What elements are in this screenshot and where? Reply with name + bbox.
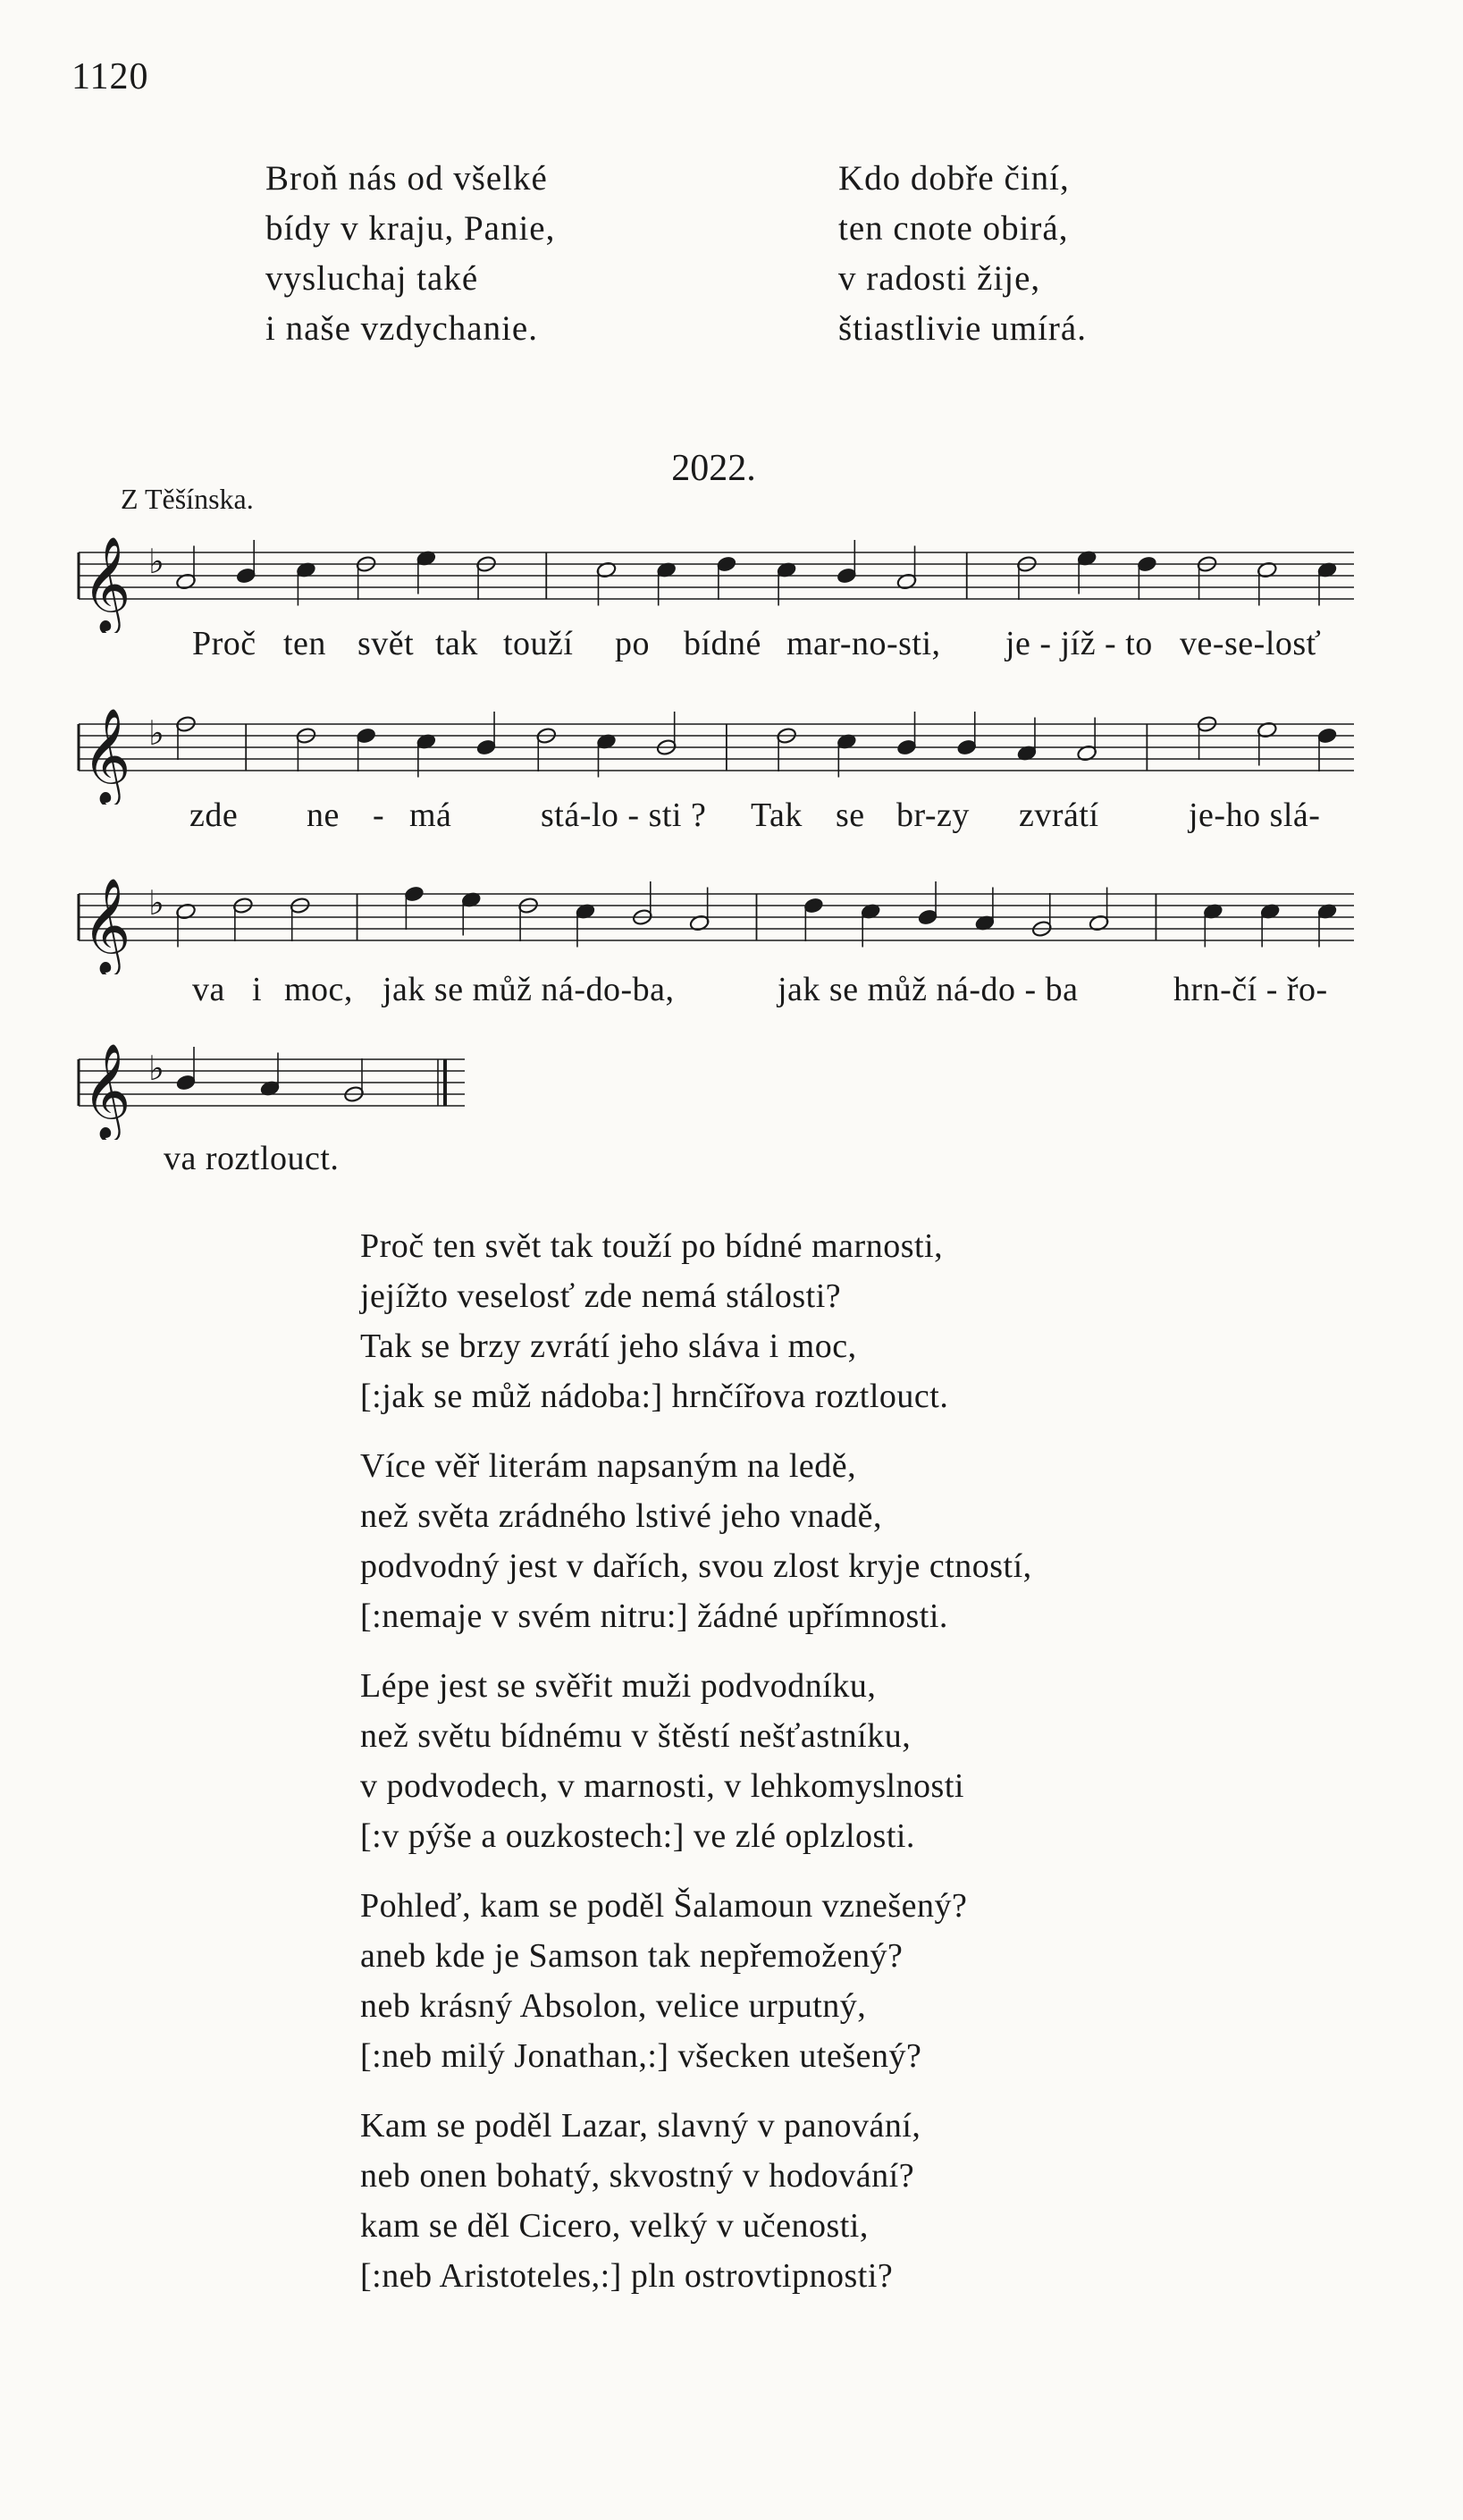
lyric-syllable: je-ho slá-: [1189, 796, 1321, 834]
previous-stanza-right: [838, 154, 1087, 354]
half-note: [343, 1058, 365, 1103]
music-lyrics-line-2: [0, 796, 1463, 839]
half-note: [1031, 893, 1053, 938]
lyric-syllable: va roztlouct.: [164, 1140, 340, 1177]
lyric-syllable: i: [252, 971, 263, 1008]
verse-line: Tak se brzy zvrátí jeho sláva i moc,: [360, 1327, 857, 1365]
quarter-note: [716, 555, 737, 600]
lyric-syllable: bídné: [684, 625, 761, 662]
page-number: 1120: [71, 56, 149, 97]
verse-2: [360, 1441, 1032, 1641]
verse-line: [:jak se můž nádoba:] hrnčířova roztlouct.: [360, 1378, 949, 1415]
verse-line: než světa zrádného lstivé jeho vnadě,: [360, 1497, 883, 1535]
half-note: [475, 555, 497, 600]
music-lyrics-line-1: [0, 624, 1463, 667]
stanza-line: vysluchaj také: [265, 259, 479, 298]
half-note: [535, 727, 557, 771]
music-staff-2: [0, 697, 1463, 805]
quarter-note: [803, 897, 825, 941]
quarter-note: [235, 540, 256, 585]
music-lyrics-line-4: [0, 1139, 1463, 1182]
lyric-syllable: tak: [435, 625, 478, 662]
song-origin: Z Těšínska.: [121, 483, 254, 515]
verse-5: [360, 2101, 1032, 2301]
half-note: [232, 897, 254, 941]
verse-line: [:neb Aristoteles,:] pln ostrovtipnosti?: [360, 2257, 894, 2295]
half-note: [1016, 555, 1038, 600]
half-note: [290, 897, 311, 941]
half-note: [296, 727, 317, 771]
stanza-line: bídy v kraju, Panie,: [265, 209, 556, 248]
verse-line: Více věř literám napsaným na ledě,: [360, 1447, 857, 1485]
lyric-syllable: va: [192, 971, 225, 1008]
stanza-line: i naše vzdychanie.: [265, 309, 538, 348]
lyric-syllable: zde: [189, 796, 239, 834]
lyric-syllable: hrn-čí - řo-: [1173, 971, 1328, 1008]
lyric-syllable: -: [373, 796, 385, 834]
verse-line: jejížto veselosť zde nemá stálosti?: [360, 1277, 842, 1315]
verse-line: než světu bídnému v štěstí nešťastníku,: [360, 1717, 912, 1755]
lyric-syllable: stá-lo - sti ?: [541, 796, 707, 834]
quarter-note: [356, 727, 377, 771]
half-note: [1197, 555, 1218, 600]
stanza-line: štiastlivie umírá.: [838, 309, 1087, 348]
treble-clef-icon: 𝄞: [82, 877, 131, 973]
lyric-syllable: touží: [503, 625, 574, 662]
lyric-syllable: zvrátí: [1019, 796, 1099, 834]
song-number: 2022.: [671, 448, 756, 489]
stanza-line: Kdo dobře činí,: [838, 159, 1070, 198]
lyric-syllable: jak se můž ná-do - ba: [778, 971, 1079, 1008]
treble-clef-icon: 𝄞: [82, 1042, 131, 1138]
key-flat-icon: ♭: [148, 542, 164, 581]
lyric-syllable: Tak: [751, 796, 803, 834]
stanza-line: ten cnote obirá,: [838, 209, 1069, 248]
song-verses: [360, 1221, 1032, 2321]
lyric-syllable: moc,: [284, 971, 353, 1008]
quarter-note: [404, 885, 425, 930]
quarter-note: [837, 540, 858, 585]
verse-line: Pohleď, kam se poděl Šalamoun vznešený?: [360, 1887, 968, 1925]
verse-line: [:nemaje v svém nitru:] žádné upřímnosti.: [360, 1597, 948, 1635]
quarter-note: [917, 881, 938, 926]
verse-line: Proč ten svět tak touží po bídné marnosti,: [360, 1227, 944, 1265]
lyric-syllable: Proč: [192, 625, 256, 662]
verse-line: Lépe jest se svěřit muži podvodníku,: [360, 1667, 877, 1705]
key-flat-icon: ♭: [148, 883, 164, 923]
lyric-syllable: svět: [357, 625, 415, 662]
lyric-syllable: má: [409, 796, 452, 834]
verse-1: [360, 1221, 1032, 1421]
music-staff-4: [0, 1032, 1463, 1140]
quarter-note: [956, 712, 978, 756]
lyric-syllable: po: [615, 625, 650, 662]
key-flat-icon: ♭: [148, 713, 164, 753]
verse-line: podvodný jest v dařích, svou zlost kryje ctností,: [360, 1547, 1032, 1585]
quarter-note: [1316, 727, 1338, 771]
verse-line: kam se děl Cicero, velký v učenosti,: [360, 2207, 869, 2245]
music-staff-1: [0, 526, 1463, 633]
music-lyrics-line-3: [0, 970, 1463, 1013]
quarter-note: [896, 712, 918, 756]
lyric-syllable: ten: [283, 625, 326, 662]
verse-3: [360, 1661, 1032, 1861]
half-note: [632, 881, 653, 926]
half-note: [1197, 715, 1218, 760]
treble-clef-icon: 𝄞: [82, 535, 131, 631]
music-staff-3: [0, 867, 1463, 974]
half-note: [517, 897, 539, 941]
verse-4: [360, 1881, 1032, 2081]
lyric-syllable: ve-se-losť: [1180, 625, 1322, 662]
lyric-syllable: je - jíž - to: [1005, 625, 1153, 662]
lyric-syllable: br-zy: [896, 796, 970, 834]
stanza-line: Broň nás od všelké: [265, 159, 548, 198]
half-note: [776, 727, 797, 771]
previous-stanza-left: [265, 154, 555, 354]
verse-line: aneb kde je Samson tak nepřemožený?: [360, 1937, 904, 1975]
stanza-line: v radosti žije,: [838, 259, 1041, 298]
half-note: [656, 712, 677, 756]
lyric-syllable: jak se můž ná-do-ba,: [383, 971, 675, 1008]
half-note: [356, 555, 377, 600]
verse-line: v podvodech, v marnosti, v lehkomyslnosti: [360, 1767, 964, 1805]
treble-clef-icon: 𝄞: [82, 707, 131, 803]
lyric-syllable: ne: [307, 796, 340, 834]
quarter-note: [475, 712, 497, 756]
quarter-note: [1137, 555, 1158, 600]
lyric-syllable: mar-no-sti,: [786, 625, 941, 662]
verse-line: Kam se poděl Lazar, slavný v panování,: [360, 2107, 921, 2145]
verse-line: [:v pýše a ouzkostech:] ve zlé oplzlosti.: [360, 1817, 915, 1855]
half-note: [175, 715, 197, 760]
key-flat-icon: ♭: [148, 1049, 164, 1088]
verse-line: neb krásný Absolon, velice urputný,: [360, 1987, 867, 2025]
verse-line: [:neb milý Jonathan,:] všecken utešený?: [360, 2037, 922, 2075]
verse-line: neb onen bohatý, skvostný v hodování?: [360, 2157, 915, 2195]
quarter-note: [175, 1047, 197, 1091]
lyric-syllable: se: [836, 796, 865, 834]
